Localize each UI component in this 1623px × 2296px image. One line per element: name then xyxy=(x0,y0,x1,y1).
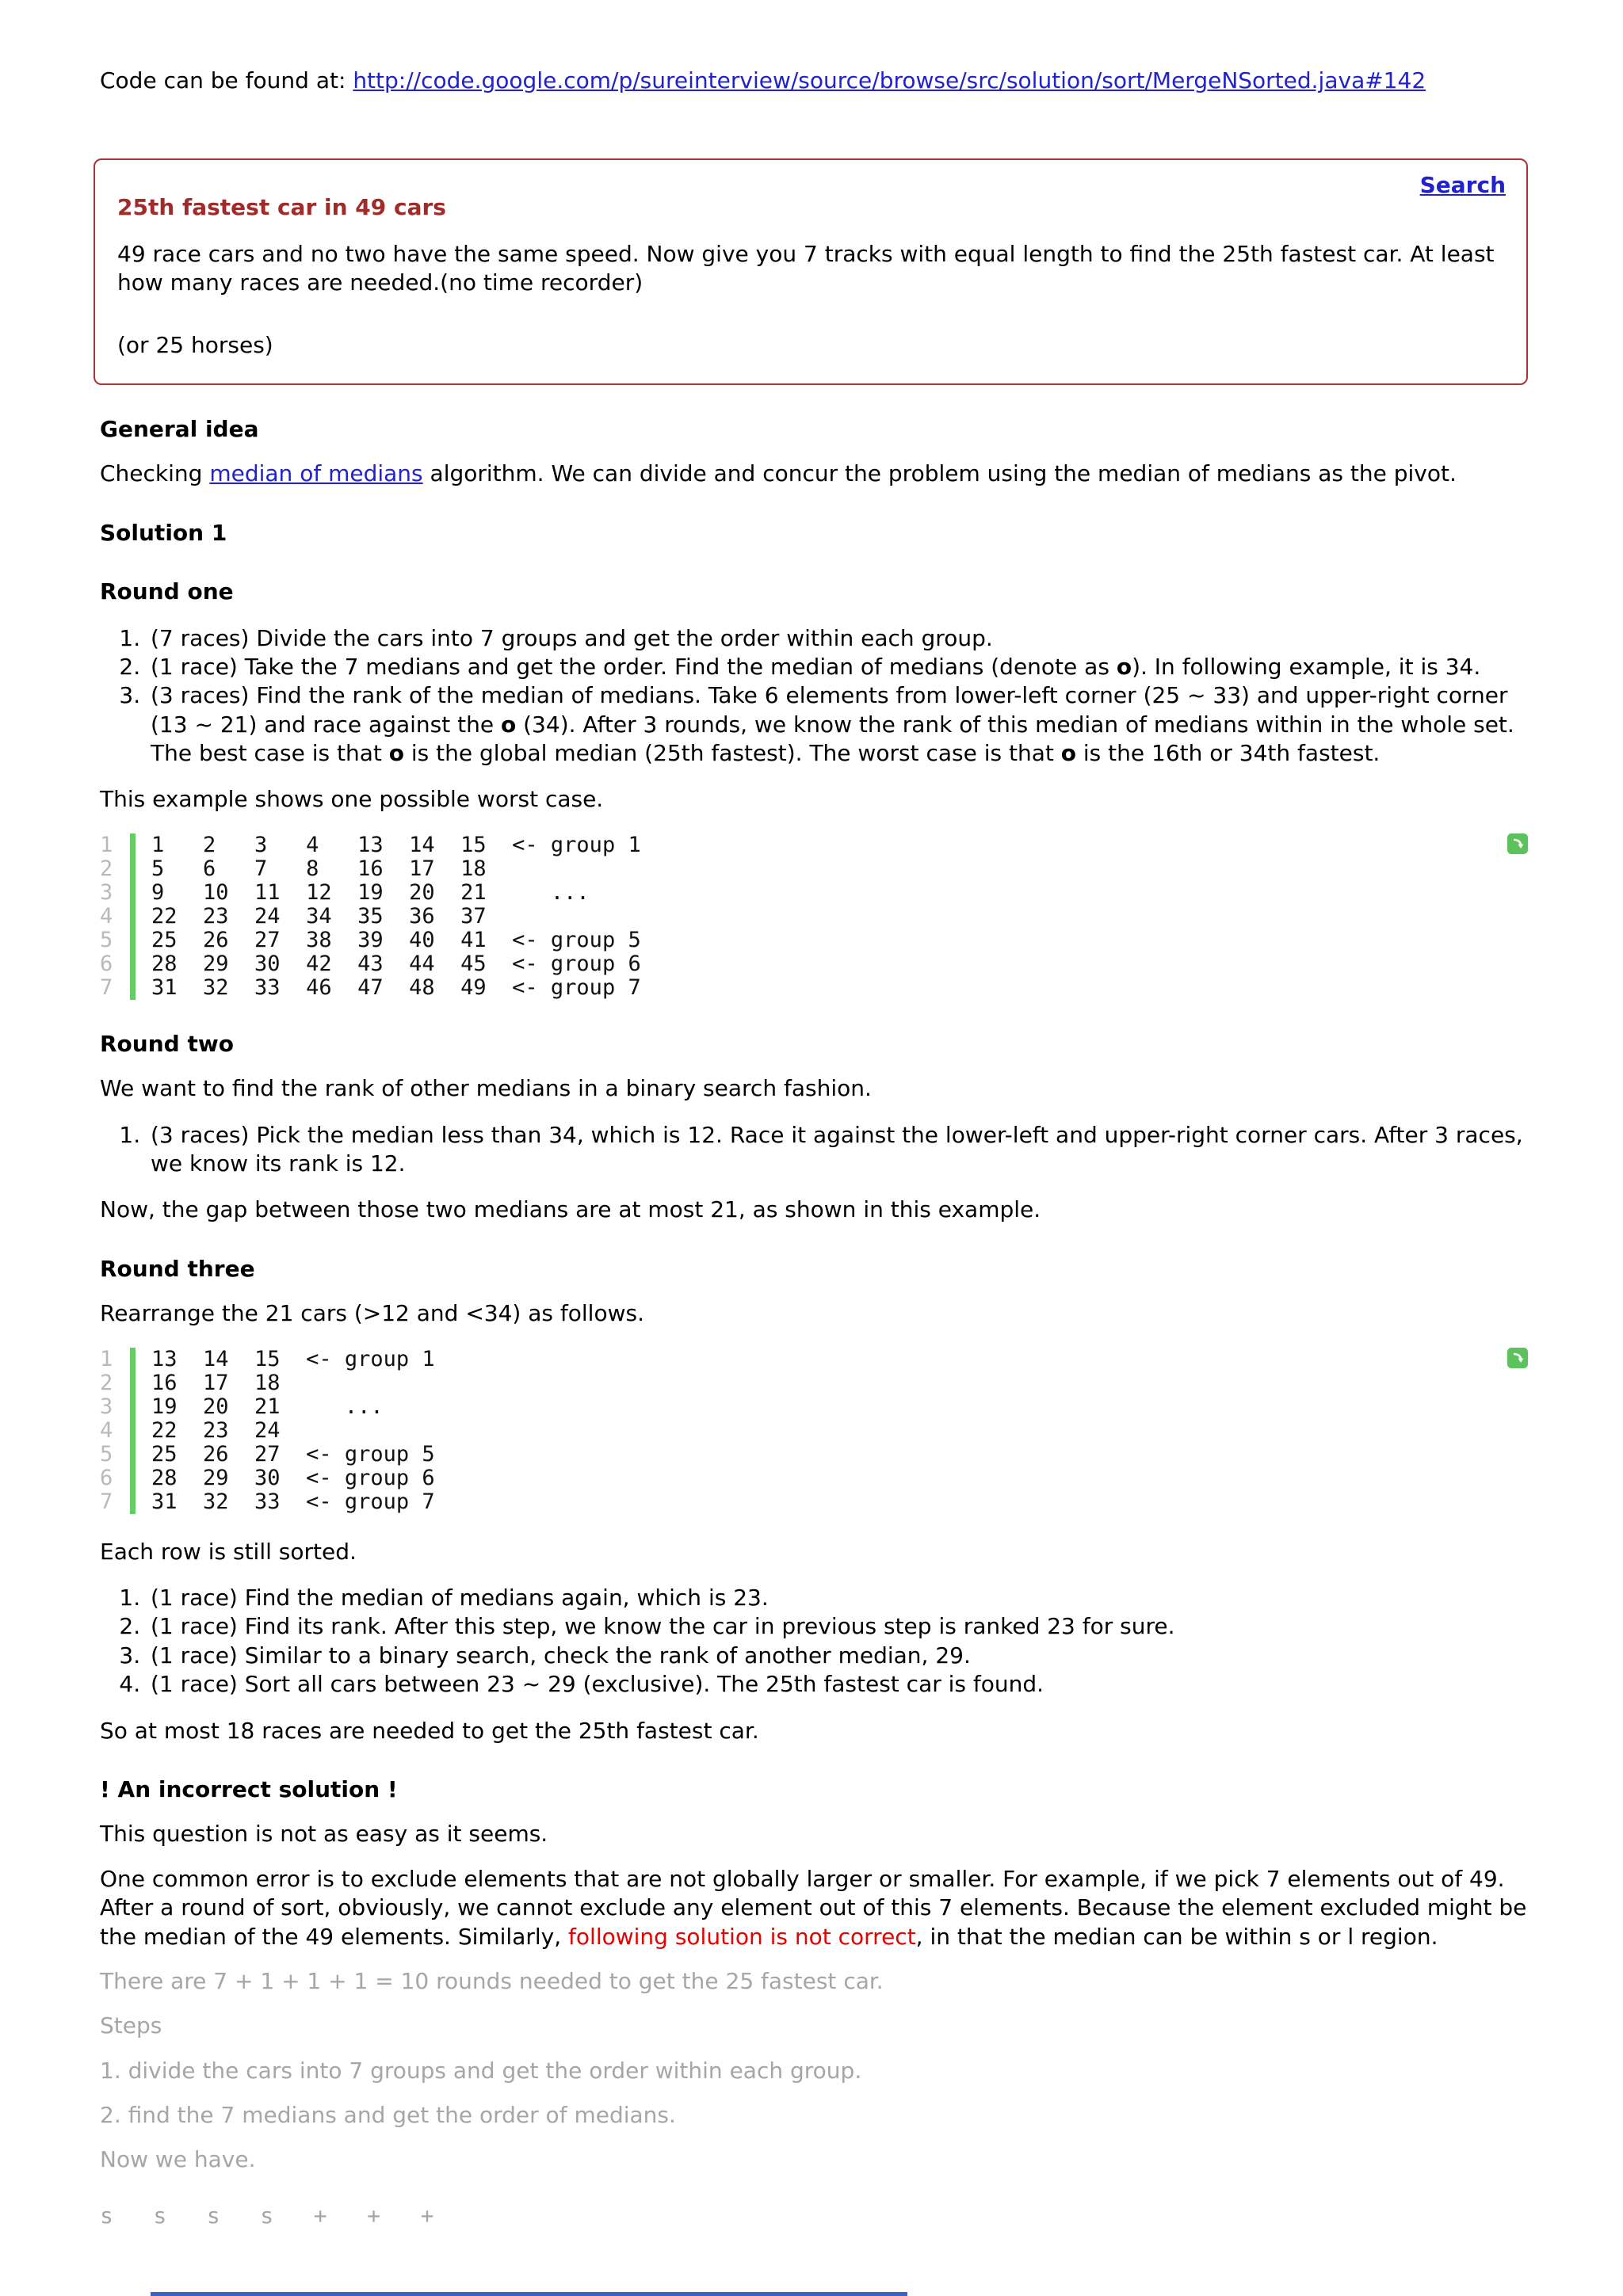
conclusion: So at most 18 races are needed to get the 25th fastest car. xyxy=(100,1717,759,1744)
problem-box xyxy=(94,158,1528,385)
problem-statement: 49 race cars and no two have the same speed. Now give you 7 tracks with equal length to find the 25th fastest car. At least how many races are needed.(no time recorder) xyxy=(117,240,1495,296)
incorrect-intro: This question is not as easy as it seems. xyxy=(100,1821,548,1848)
list-item: 4. (1 race) Sort all cars between 23 ~ 29 (exclusive). The 25th fastest car is found. xyxy=(147,1670,1528,1699)
round-one-list xyxy=(100,624,1528,769)
heading-round-three: Round three xyxy=(100,1255,255,1282)
code-line: 7 31 32 33 <- group 7 xyxy=(100,1489,435,1514)
round-three-list xyxy=(100,1584,1528,1699)
gutter-bar xyxy=(130,1395,136,1419)
gutter-bar xyxy=(130,929,136,952)
gutter-bar xyxy=(130,1419,136,1443)
gutter-bar xyxy=(130,1490,136,1514)
line-number: 6 xyxy=(100,951,113,976)
rearrange-note: Rearrange the 21 cars (>12 and <34) as follows. xyxy=(100,1300,644,1327)
code-line: 3 19 20 21 ... xyxy=(100,1394,384,1419)
search-link[interactable]: Search xyxy=(1419,172,1506,199)
list-item: 2. (1 race) Take the 7 medians and get the order. Find the median of medians (denote as o). In following example, it is 34. xyxy=(147,653,1528,681)
round-two-intro: We want to find the rank of other medians in a binary search fashion. xyxy=(100,1075,872,1102)
muted-step-1: 1. divide the cars into 7 groups and get the order within each group. xyxy=(100,2057,862,2084)
expand-source-icon[interactable] xyxy=(1507,833,1528,854)
code-line: 2 5 6 7 8 16 17 18 xyxy=(100,856,487,881)
heading-round-two: Round two xyxy=(100,1030,234,1057)
incorrect-warning-text: following solution is not correct xyxy=(568,1923,916,1950)
line-number: 1 xyxy=(100,1346,113,1371)
gutter-bar xyxy=(130,1466,136,1490)
muted-symbols-row: s s s s + + + xyxy=(100,2202,434,2229)
code-block-2 xyxy=(100,1348,1528,1514)
code-line: 5 25 26 27 38 39 40 41 <- group 5 xyxy=(100,927,641,952)
problem-title: 25th fastest car in 49 cars xyxy=(117,194,446,221)
gutter-bar xyxy=(130,857,136,881)
source-code-prefix: Code can be found at: xyxy=(100,67,353,93)
list-item: 3. (3 races) Find the rank of the median of medians. Take 6 elements from lower-left corner (25 ~ 33) and upper-right corner (13 ~ 21) and race against the o (34). After 3 rounds, we know the rank of this median of medians within in the whole set. The best case is that o is the global median (25th fastest). The worst case is that o is the 16th or 34th fastest. xyxy=(147,681,1528,768)
code-line: 4 22 23 24 xyxy=(100,1417,281,1443)
line-number: 3 xyxy=(100,879,113,905)
muted-now-line: Now we have. xyxy=(100,2146,256,2173)
line-number: 1 xyxy=(100,832,113,857)
heading-incorrect-solution: ! An incorrect solution ! xyxy=(100,1775,398,1802)
line-number: 4 xyxy=(100,903,113,929)
line-number: 5 xyxy=(100,1441,113,1466)
gutter-bar xyxy=(130,1443,136,1466)
muted-step-2: 2. find the 7 medians and get the order of medians. xyxy=(100,2102,676,2129)
source-code-link[interactable]: http://code.google.com/p/sureinterview/source/browse/src/solution/sort/MergeNSorted.java#142 xyxy=(353,67,1426,93)
muted-steps-label: Steps xyxy=(100,2012,162,2039)
line-number: 2 xyxy=(100,1370,113,1395)
heading-general-idea: General idea xyxy=(100,415,259,442)
muted-rounds-line: There are 7 + 1 + 1 + 1 = 10 rounds needed to get the 25 fastest car. xyxy=(100,1967,884,1994)
problem-note: (or 25 horses) xyxy=(117,331,273,358)
source-code-line xyxy=(100,67,1528,95)
gutter-bar xyxy=(130,1371,136,1395)
code-line: 4 22 23 24 34 35 36 37 xyxy=(100,903,487,929)
list-item: 1. (1 race) Find the median of medians again, which is 23. xyxy=(147,1584,1528,1612)
list-item: 3. (1 race) Similar to a binary search, check the rank of another median, 29. xyxy=(147,1642,1528,1670)
line-number: 7 xyxy=(100,974,113,1000)
line-number: 2 xyxy=(100,856,113,881)
gap-note: Now, the gap between those two medians are at most 21, as shown in this example. xyxy=(100,1196,1041,1223)
gutter-bar xyxy=(130,833,136,857)
line-number: 6 xyxy=(100,1465,113,1490)
code-line: 6 28 29 30 42 43 44 45 <- group 6 xyxy=(100,951,641,976)
round-two-list xyxy=(100,1121,1528,1179)
line-number: 5 xyxy=(100,927,113,952)
code-line: 7 31 32 33 46 47 48 49 <- group 7 xyxy=(100,974,641,1000)
gutter-bar xyxy=(130,952,136,976)
example-intro: This example shows one possible worst case. xyxy=(100,786,604,813)
sorted-note: Each row is still sorted. xyxy=(100,1538,357,1565)
line-number: 3 xyxy=(100,1394,113,1419)
code-block-1 xyxy=(100,833,1528,1000)
line-number: 4 xyxy=(100,1417,113,1443)
gutter-bar xyxy=(130,881,136,905)
code-line: 3 9 10 11 12 19 20 21 ... xyxy=(100,879,590,905)
incorrect-paragraph: One common error is to exclude elements that are not globally larger or smaller. For example, if we pick 7 elements out of 49. After a round of sort, obviously, we cannot exclude any element out of this 7 elements. Because the element excluded might be the median of the 49 elements. Similarly, following solution is not correct, in that the median can be within s or l region. xyxy=(100,1865,1527,1950)
line-number: 7 xyxy=(100,1489,113,1514)
code-line: 5 25 26 27 <- group 5 xyxy=(100,1441,435,1466)
heading-solution-1: Solution 1 xyxy=(100,519,227,546)
gutter-bar xyxy=(130,905,136,929)
code-line: 6 28 29 30 <- group 6 xyxy=(100,1465,435,1490)
expand-source-icon[interactable] xyxy=(1507,1348,1528,1368)
bottom-cutoff-bar xyxy=(151,2292,907,2296)
gutter-bar xyxy=(130,1348,136,1371)
code-line: 1 13 14 15 <- group 1 xyxy=(100,1346,435,1371)
heading-round-one: Round one xyxy=(100,578,234,605)
code-line: 1 1 2 3 4 13 14 15 <- group 1 xyxy=(100,832,641,857)
list-item: 1. (3 races) Pick the median less than 34, which is 12. Race it against the lower-left and upper-right corner cars. After 3 races, we know its rank is 12. xyxy=(147,1121,1528,1179)
list-item: 1. (7 races) Divide the cars into 7 groups and get the order within each group. xyxy=(147,624,1528,653)
list-item: 2. (1 race) Find its rank. After this step, we know the car in previous step is ranked 23 for sure. xyxy=(147,1612,1528,1641)
median-of-medians-link[interactable]: median of medians xyxy=(209,460,423,487)
gutter-bar xyxy=(130,976,136,1000)
code-line: 2 16 17 18 xyxy=(100,1370,281,1395)
general-idea-paragraph: Checking median of medians algorithm. We can divide and concur the problem using the median of medians as the pivot. xyxy=(100,460,1457,487)
